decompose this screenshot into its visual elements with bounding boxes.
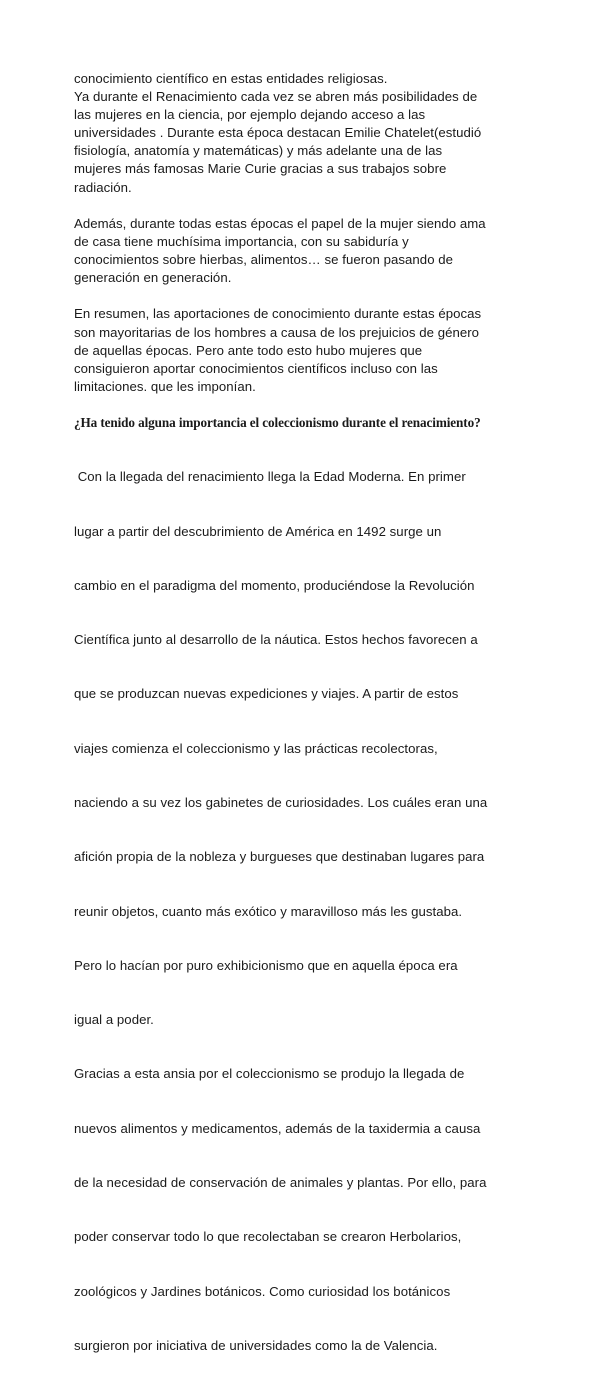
text-line: conocimientos sobre hierbas, alimentos… se fueron pasando de [74,252,454,268]
paragraph-gap [74,197,530,215]
text-line: limitaciones. que les imponían. [74,378,256,394]
paragraph-renacimiento-mujeres [74,70,530,197]
text-line: Además, durante todas estas épocas el papel de la mujer siendo ama [74,215,486,231]
text-line: radiación. [74,179,132,195]
text-line: cambio en el paradigma del momento, produciéndose la Revolución [74,577,475,593]
text-line: generación en generación. [74,270,232,286]
text-line: Ya durante el Renacimiento cada vez se abren más posibilidades de [74,89,478,105]
paragraph-resumen [74,305,530,395]
text-line: naciendo a su vez los gabinetes de curiosidades. Los cuáles eran una [74,795,488,811]
text-line: conocimiento científico en estas entidades religiosas. [74,71,388,86]
paragraph-gap [74,287,530,305]
text-line: igual a poder. [74,1012,154,1028]
text-line: surgieron por iniciativa de universidades como la de Valencia. [74,1337,438,1353]
text-line: Con la llegada del renacimiento llega la Edad Moderna. En primer [74,469,466,485]
text-line: las mujeres en la ciencia, por ejemplo dejando acceso a las [74,107,426,123]
text-line: afición propia de la nobleza y burgueses que destinaban lugares para [74,849,485,865]
text-line: Pero lo hacían por puro exhibicionismo que en aquella época era [74,957,458,973]
text-line: En resumen, las aportaciones de conocimiento durante estas épocas [74,306,482,322]
section-question-heading: ¿Ha tenido alguna importancia el coleccionismo durante el renacimiento? [74,415,481,431]
text-line: Gracias a esta ansia por el coleccionismo se produjo la llegada de [74,1066,465,1082]
paragraph-gap [74,396,530,414]
text-line: reunir objetos, cuanto más exótico y maravilloso más les gustaba. [74,903,463,919]
paragraph-ama-de-casa [74,215,530,287]
text-line: poder conservar todo lo que recolectaban se crearon Herbolarios, [74,1229,462,1245]
paragraph-coleccionismo [74,432,530,1391]
text-line: fisiología, anatomía y matemáticas) y más adelante una de las [74,143,443,159]
text-line: zoológicos y Jardines botánicos. Como curiosidad los botánicos [74,1283,451,1299]
text-line: de casa tiene muchísima importancia, con su sabiduría y [74,233,409,249]
text-line: de aquellas épocas. Pero ante todo esto hubo mujeres que [74,342,423,358]
text-line: consiguieron aportar conocimientos científicos incluso con las [74,360,438,376]
text-line: mujeres más famosas Marie Curie gracias a sus trabajos sobre [74,161,447,177]
text-line: Científica junto al desarrollo de la náutica. Estos hechos favorecen a [74,632,478,648]
text-line: que se produzcan nuevas expediciones y viajes. A partir de estos [74,686,459,702]
text-line: lugar a partir del descubrimiento de América en 1492 surge un [74,523,442,539]
text-line: de la necesidad de conservación de animales y plantas. Por ello, para [74,1175,487,1190]
text-line: son mayoritarias de los hombres a causa de los prejuicios de género [74,324,480,340]
text-line: viajes comienza el coleccionismo y las prácticas recolectoras, [74,740,438,756]
text-line: universidades . Durante esta época destacan Emilie Chatelet(estudió [74,125,482,141]
text-line: nuevos alimentos y medicamentos, además de la taxidermia a causa [74,1120,481,1136]
